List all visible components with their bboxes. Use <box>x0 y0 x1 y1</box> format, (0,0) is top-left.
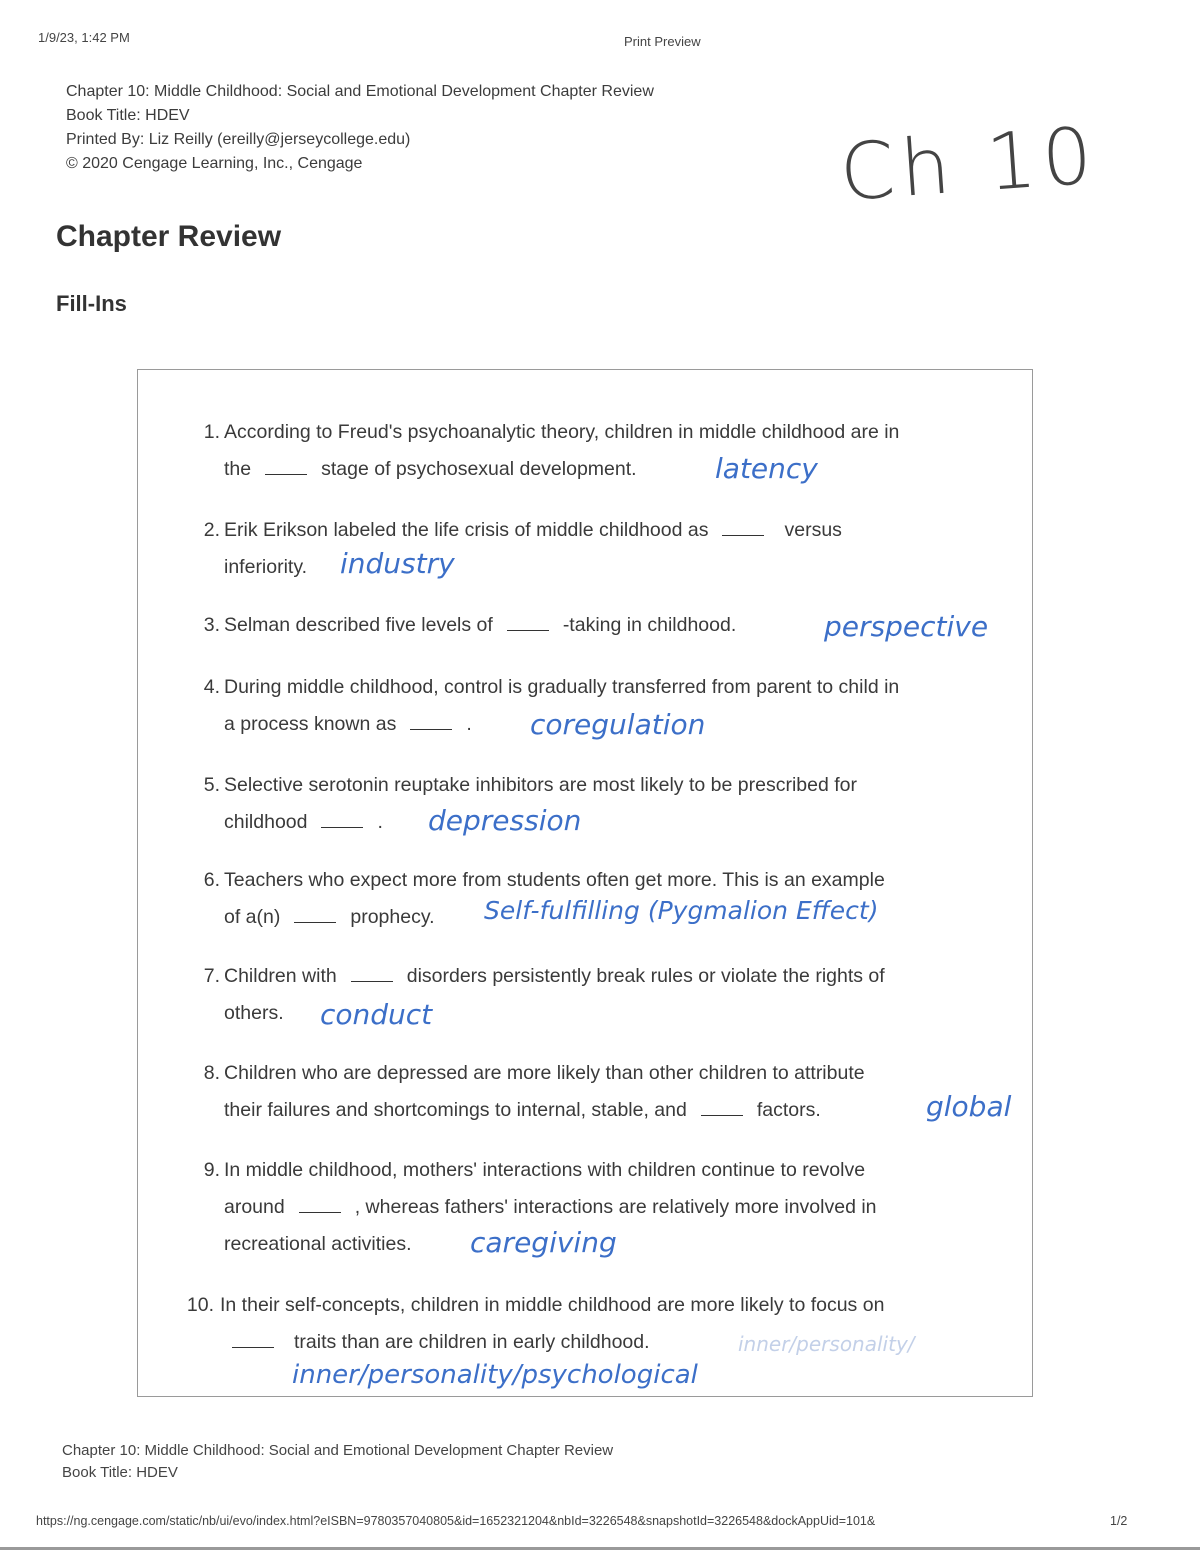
question-text: -taking in childhood. <box>562 614 737 636</box>
handwritten-answer: global <box>926 1090 1012 1123</box>
question-number: 6. <box>203 869 220 891</box>
question-text: stage of psychosexual development. <box>321 458 637 480</box>
handwritten-answer: industry <box>340 547 455 580</box>
question-number: 5. <box>203 774 220 796</box>
handwritten-answer: caregiving <box>470 1226 617 1259</box>
meta-chapter: Chapter 10: Middle Childhood: Social and Emotional Development Chapter Review <box>66 83 654 100</box>
question-text: . <box>377 811 383 833</box>
answer-blank[interactable] <box>232 1343 274 1348</box>
question-text: recreational activities. <box>224 1233 412 1255</box>
answer-blank[interactable] <box>299 1208 341 1213</box>
page-footer <box>62 1440 613 1484</box>
question-text: inferiority. <box>224 556 308 578</box>
answer-blank[interactable] <box>294 918 336 923</box>
meta-book-title: Book Title: HDEV <box>66 107 190 124</box>
question-text: prophecy. <box>350 906 435 928</box>
question-text: of a(n) <box>224 906 281 928</box>
question-text: Teachers who expect more from students often get more. This is an example <box>224 869 885 891</box>
answer-blank[interactable] <box>321 823 363 828</box>
question-8 <box>188 1055 865 1129</box>
question-7 <box>188 958 885 1032</box>
question-text: factors. <box>756 1099 821 1121</box>
question-text: Children who are depressed are more likely than other children to attribute <box>224 1062 865 1084</box>
handwritten-answer: latency <box>715 452 818 485</box>
print-preview-label: Print Preview <box>624 34 701 49</box>
handwritten-answer: inner/personality/psychological <box>292 1360 698 1390</box>
print-datetime: 1/9/23, 1:42 PM <box>38 30 130 45</box>
answer-blank[interactable] <box>410 725 452 730</box>
page-number: 1/2 <box>1110 1514 1128 1528</box>
question-number: 7. <box>203 965 220 987</box>
footer-book-title: Book Title: HDEV <box>62 1464 178 1481</box>
answer-blank[interactable] <box>265 470 307 475</box>
question-text: Children with <box>224 965 337 987</box>
question-number: 4. <box>203 676 220 698</box>
question-text: , whereas fathers' interactions are relatively more involved in <box>354 1196 877 1218</box>
question-text: . <box>466 713 472 735</box>
question-text: traits than are children in early childhood. <box>294 1331 650 1353</box>
meta-copyright: © 2020 Cengage Learning, Inc., Cengage <box>66 155 363 172</box>
section-subtitle: Fill-Ins <box>56 291 127 316</box>
question-text: childhood <box>224 811 308 833</box>
question-text: In middle childhood, mothers' interactions with children continue to revolve <box>224 1159 866 1181</box>
answer-blank[interactable] <box>507 626 549 631</box>
question-text: During middle childhood, control is gradually transferred from parent to child in <box>224 676 900 698</box>
question-text: their failures and shortcomings to internal, stable, and <box>224 1099 687 1121</box>
question-number: 3. <box>203 614 220 636</box>
question-number: 8. <box>203 1062 220 1084</box>
document-meta <box>66 80 654 176</box>
handwritten-answer: depression <box>428 804 582 837</box>
meta-printed-by: Printed By: Liz Reilly (ereilly@jerseycollege.edu) <box>66 131 411 148</box>
question-number: 9. <box>203 1159 220 1181</box>
handwritten-answer: perspective <box>824 610 989 643</box>
scan-edge-line <box>0 1547 1200 1550</box>
question-3 <box>188 607 736 644</box>
question-text: Selman described five levels of <box>224 614 493 636</box>
question-text: others. <box>224 1002 284 1024</box>
question-text: versus <box>784 519 842 541</box>
question-text: According to Freud's psychoanalytic theory, children in middle childhood are in <box>224 421 900 443</box>
page-url: https://ng.cengage.com/static/nb/ui/evo/index.html?eISBN=9780357040805&id=1652321204&nbId=3226548&snapshotId=3226548&dockAppUid=101& <box>36 1514 876 1528</box>
question-text: In their self-concepts, children in middle childhood are more likely to focus on <box>220 1294 885 1316</box>
question-text: the <box>224 458 252 480</box>
question-text: around <box>224 1196 285 1218</box>
handwritten-chapter-note: Ch 10 <box>837 111 1101 219</box>
question-text: a process known as <box>224 713 397 735</box>
question-text: disorders persistently break rules or violate the rights of <box>406 965 885 987</box>
handwritten-answer: coregulation <box>530 708 706 741</box>
handwritten-answer: conduct <box>320 998 433 1031</box>
handwritten-answer: Self-fulfilling (Pygmalion Effect) <box>484 896 879 925</box>
question-text: Selective serotonin reuptake inhibitors are most likely to be prescribed for <box>224 774 857 796</box>
answer-blank[interactable] <box>701 1111 743 1116</box>
answer-blank[interactable] <box>351 977 393 982</box>
question-number: 10. <box>186 1294 214 1316</box>
faint-handwritten-answer: inner/personality/ <box>738 1332 915 1356</box>
question-number: 1. <box>203 421 220 443</box>
page-title: Chapter Review <box>56 220 282 253</box>
answer-blank[interactable] <box>722 531 764 536</box>
question-2 <box>188 512 842 586</box>
question-text: Erik Erikson labeled the life crisis of middle childhood as <box>224 519 709 541</box>
footer-chapter: Chapter 10: Middle Childhood: Social and Emotional Development Chapter Review <box>62 1442 614 1459</box>
question-number: 2. <box>203 519 220 541</box>
